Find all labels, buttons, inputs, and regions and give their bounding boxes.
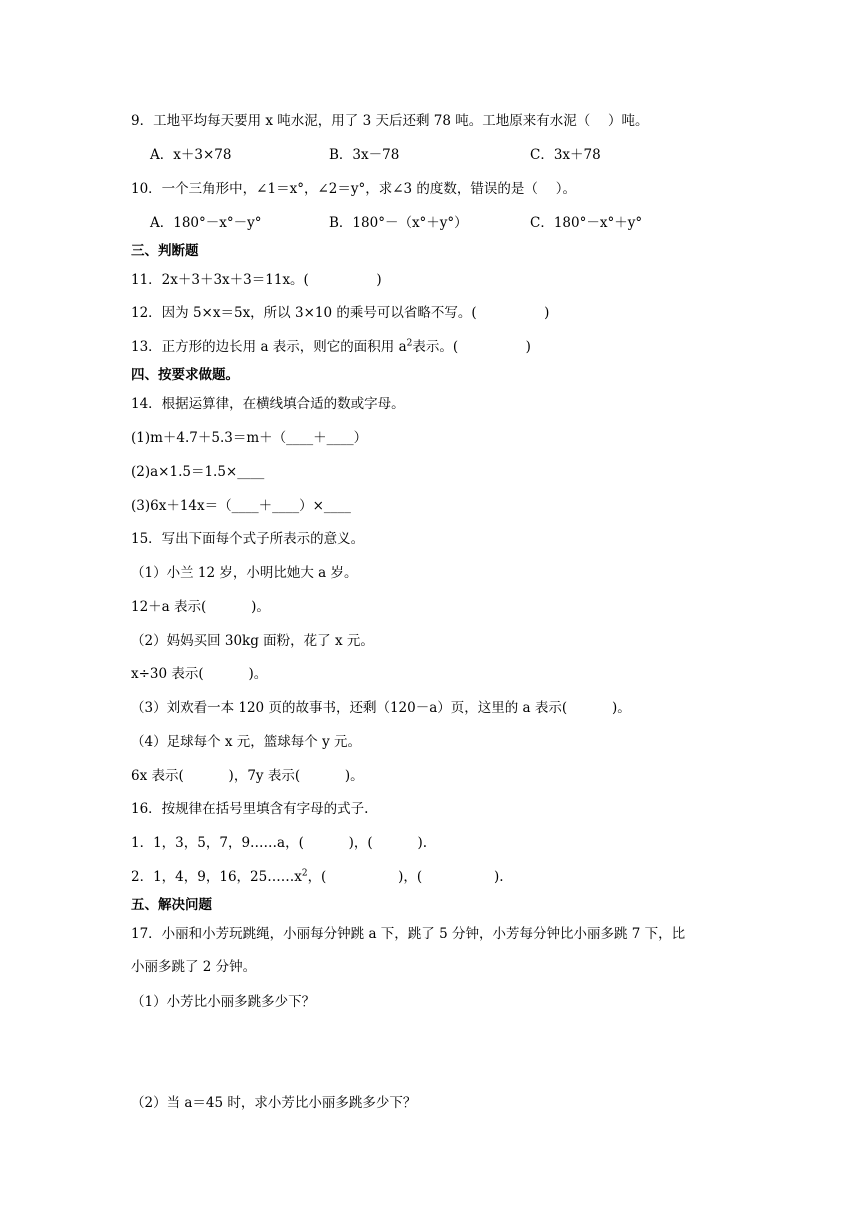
question-17-part-1: （1）小芳比小丽多跳多少下？	[131, 994, 316, 1010]
question-13-text-after: 表示。( )	[412, 339, 531, 355]
question-15-part-3: （3）刘欢看一本 120 页的故事书，还剩（120－a）页，这里的 a 表示( )。	[131, 700, 631, 716]
question-15-part-4: （4）足球每个 x 元，篮球每个 y 元。	[131, 734, 361, 750]
question-9-option-b: B．3x－78	[329, 147, 400, 163]
question-15-part-2-answer: x÷30 表示( )。	[131, 666, 268, 682]
section-5-heading: 五、解决问题	[131, 897, 212, 913]
question-16-part-2-text-after: ，( )，( ).	[307, 869, 504, 885]
question-9-option-c: C．3x＋78	[530, 147, 601, 163]
question-15-part-4-answer: 6x 表示( )，7y 表示( )。	[131, 768, 364, 784]
question-9-option-a: A．x＋3×78	[150, 147, 232, 163]
question-15-part-1-answer: 12＋a 表示( )。	[131, 599, 270, 615]
question-16-part-2	[131, 868, 504, 886]
section-4-heading: 四、按要求做题。	[131, 367, 239, 383]
section-3-heading: 三、判断题	[131, 243, 199, 259]
question-13	[131, 338, 531, 356]
question-17-line-2: 小丽多跳了 2 分钟。	[131, 959, 257, 975]
question-17-line-1: 17．小丽和小芳玩跳绳，小丽每分钟跳 a 下，跳了 5 分钟，小芳每分钟比小丽多跳 7 下，比	[131, 926, 686, 942]
question-10-option-c: C．180°－x°＋y°	[530, 215, 643, 231]
question-14: 14．根据运算律，在横线填合适的数或字母。	[131, 396, 405, 412]
question-13-text-before: 13．正方形的边长用 a 表示，则它的面积用 a	[131, 339, 407, 355]
question-11: 11．2x＋3＋3x＋3＝11x。( )	[131, 272, 382, 288]
question-16-part-1: 1．1，3，5，7，9……a，( )，( ).	[131, 835, 428, 851]
question-14-part-1: (1)m＋4.7＋5.3＝m＋（____＋____）	[131, 430, 368, 446]
question-16-part-2-text-before: 2．1，4，9，16，25……x	[131, 869, 302, 885]
question-15-part-1: （1）小兰 12 岁，小明比她大 a 岁。	[131, 565, 358, 581]
question-14-part-3: (3)6x＋14x＝（____＋____）×____	[131, 498, 351, 514]
question-15: 15．写出下面每个式子所表示的意义。	[131, 531, 365, 547]
question-10-option-b: B．180°－（x°＋y°）	[329, 215, 468, 231]
question-13-exponent: 2	[406, 338, 413, 349]
question-16: 16．按规律在括号里填含有字母的式子.	[131, 801, 369, 817]
question-10-stem: 10．一个三角形中，∠1＝x°，∠2＝y°，求∠3 的度数，错误的是（ ）。	[131, 181, 576, 197]
question-10-option-a: A．180°－x°－y°	[150, 215, 262, 231]
question-14-part-2: (2)a×1.5＝1.5×____	[131, 464, 265, 480]
question-9-stem: 9．工地平均每天要用 x 吨水泥，用了 3 天后还剩 78 吨。工地原来有水泥（ ）吨。	[131, 113, 649, 129]
question-17-part-2: （2）当 a＝45 时，求小芳比小丽多跳多少下？	[131, 1095, 417, 1111]
question-12: 12．因为 5×x＝5x，所以 3×10 的乘号可以省略不写。( )	[131, 305, 550, 321]
question-15-part-2: （2）妈妈买回 30kg 面粉，花了 x 元。	[131, 633, 374, 649]
question-16-part-2-exponent: 2	[301, 868, 308, 879]
